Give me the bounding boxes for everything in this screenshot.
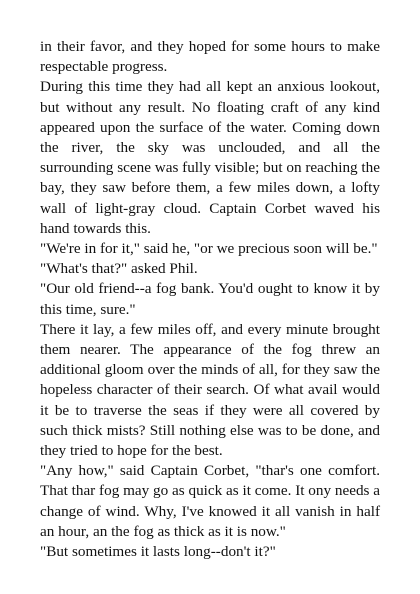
paragraph-quote-corbet: "Any how," said Captain Corbet, "thar's one comfort. That thar fog may go as quick as it come. It ony needs a change of wind. Why, I've knowed it all vanish in half an hour, an the fog as thick as it is now." [40, 462, 380, 540]
paragraph-fog-approach: There it lay, a few miles off, and every minute brought them nearer. The appearance of the fog threw an additional gloom over the minds of all, for they saw the hopeless character of their search. Of what avail would it be to traverse the seas if they were all covered by such thick mists? Still nothing else was to be done, and they tried to hope for the best. [40, 320, 380, 460]
paragraph-continuation: in their favor, and they hoped for some hours to make respectable progress. [40, 38, 380, 76]
page-body [40, 37, 380, 562]
paragraph-lookout: During this time they had all kept an anxious lookout, but without any result. No floating craft of any kind appeared upon the surface of the water. Coming down the river, the sky was unclouded, and all the surrounding scene was fully visible; but on reaching the bay, they saw before them, a few miles down, a lofty wall of light-gray cloud. Captain Corbet waved his hand towards this. [40, 78, 380, 237]
paragraph-quote-lasts-long: "But sometimes it lasts long--don't it?" [40, 543, 276, 561]
paragraph-quote-phil: "What's that?" asked Phil. [40, 260, 198, 278]
paragraph-quote-fog-bank: "Our old friend--a fog bank. You'd ought to know it by this time, sure." [40, 280, 380, 318]
paragraph-quote-in-for-it: "We're in for it," said he, "or we precious soon will be." [40, 240, 378, 258]
